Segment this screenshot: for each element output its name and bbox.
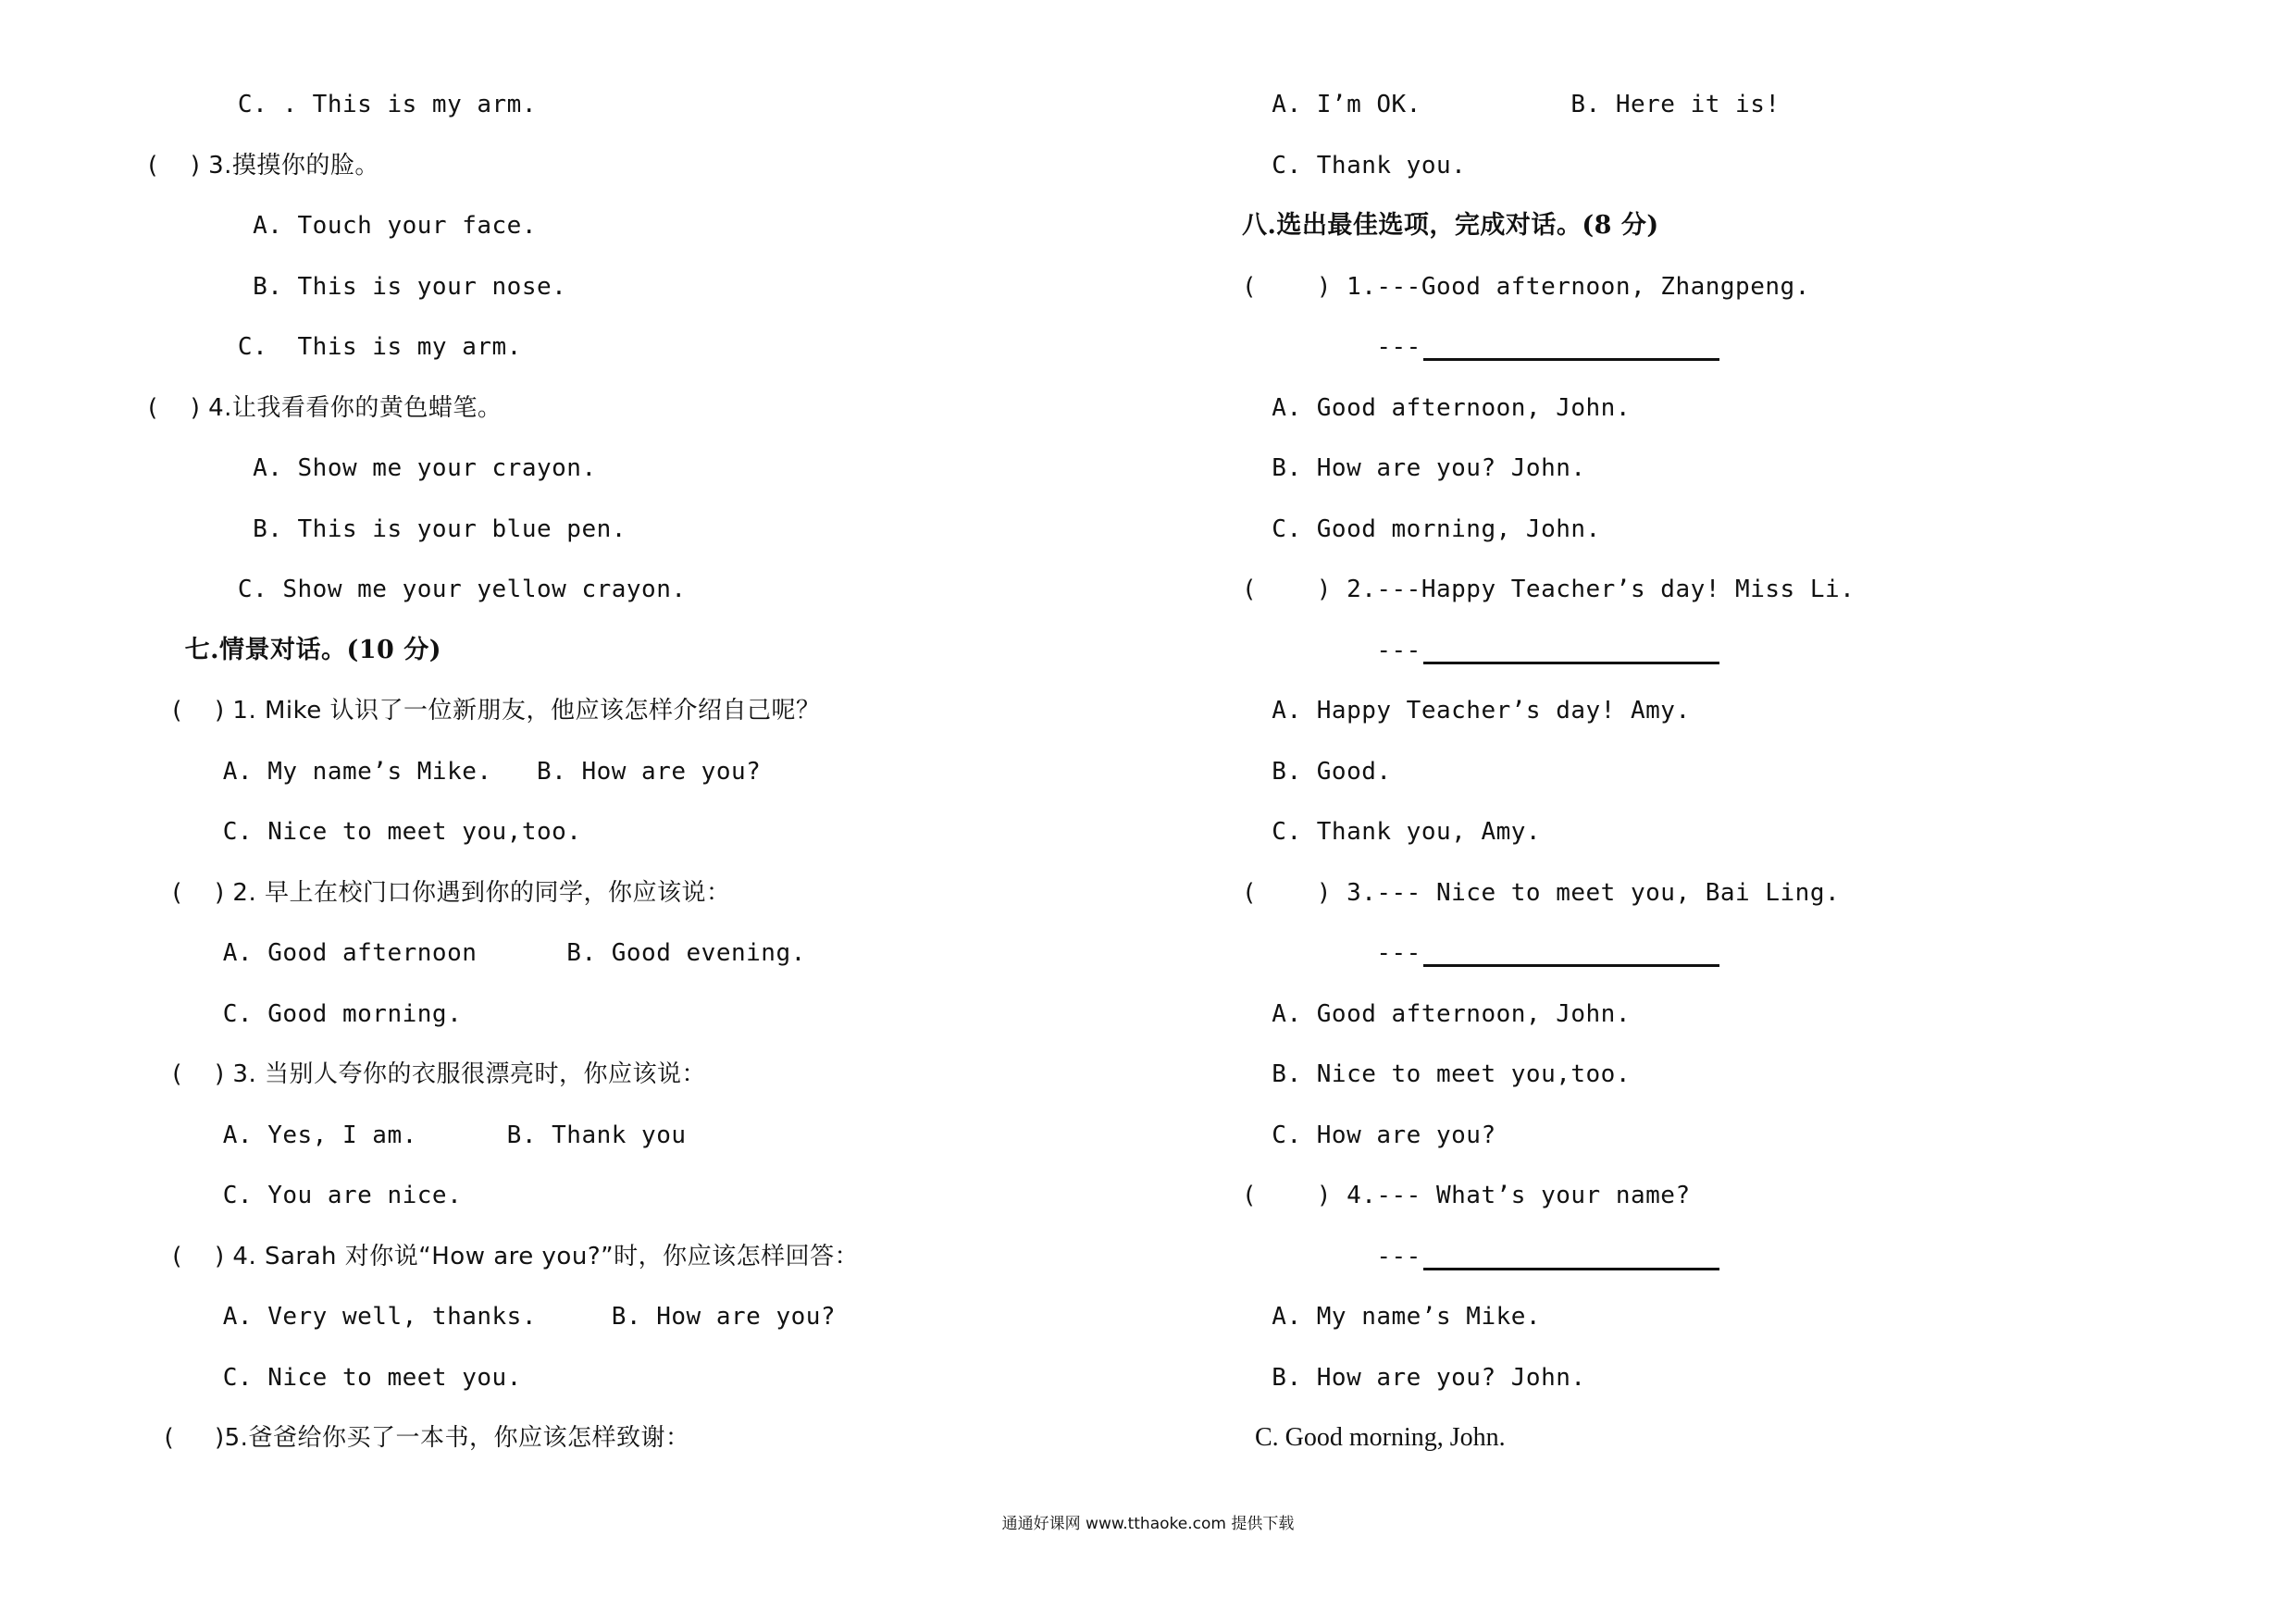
exam-line: [1242, 1424, 2214, 1485]
exam-line: [1242, 1243, 2214, 1304]
line-text: ( ) 1.---Good afternoon, Zhangpeng.: [1242, 272, 1810, 301]
line-text: C. Good morning, John.: [1242, 514, 1601, 543]
exam-line: [1242, 818, 2214, 879]
exam-line: [148, 879, 1166, 940]
exam-line: [1242, 515, 2214, 576]
exam-line: [148, 515, 1166, 576]
exam-line: [1242, 939, 2214, 1000]
line-text: A. Show me your crayon.: [148, 454, 597, 482]
left-column: [148, 91, 1166, 1485]
footer-credit: 通通好课网 www.tthaoke.com 提供下载: [1001, 1515, 1295, 1533]
exam-line: [148, 333, 1166, 394]
exam-line: [148, 818, 1166, 879]
line-text: ---: [1242, 333, 1421, 361]
exam-line: [148, 454, 1166, 515]
exam-line: [1242, 91, 2214, 152]
line-text: C. Good morning, John.: [1242, 1423, 1506, 1452]
line-text: C. How are you?: [1242, 1121, 1496, 1149]
line-text: ( ) 2. 早上在校门口你遇到你的同学，你应该说：: [148, 878, 731, 907]
exam-line: [1242, 333, 2214, 394]
line-text: B. Nice to meet you,too.: [1242, 1060, 1631, 1088]
line-text: A. Happy Teacher’s day! Amy.: [1242, 697, 1691, 725]
line-text: B. This is your nose.: [148, 272, 567, 301]
exam-line: [148, 273, 1166, 334]
line-text: ( ) 4.让我看看你的黄色蜡笔。: [148, 393, 503, 422]
line-text: A. Good afternoon, John.: [1242, 393, 1631, 422]
section-heading: [1242, 212, 2214, 273]
line-text: B. Good.: [1242, 757, 1392, 786]
line-text: C. Nice to meet you.: [148, 1363, 522, 1392]
exam-line: [148, 152, 1166, 213]
exam-line: [148, 1121, 1166, 1183]
line-text: ---: [1242, 939, 1421, 967]
line-text: ---: [1242, 636, 1421, 664]
exam-line: [1242, 697, 2214, 758]
exam-line: [148, 1303, 1166, 1364]
line-text: C. Nice to meet you,too.: [148, 818, 582, 846]
exam-line: [1242, 454, 2214, 515]
line-text: A. Yes, I am. B. Thank you: [148, 1121, 687, 1149]
line-text: A. Good afternoon, John.: [1242, 999, 1631, 1028]
line-text: C. Thank you, Amy.: [1242, 818, 1542, 846]
exam-line: [148, 1000, 1166, 1061]
exam-line: [1242, 1182, 2214, 1243]
exam-line: [148, 939, 1166, 1000]
line-text: ( ) 4.--- What’s your name?: [1242, 1182, 1691, 1209]
line-text: C. This is my arm.: [148, 333, 522, 361]
line-text: B. How are you? John.: [1242, 454, 1586, 482]
section-heading: [148, 637, 1166, 698]
exam-line: [1242, 1121, 2214, 1183]
line-text: B. This is your blue pen.: [148, 514, 627, 543]
exam-line: [1242, 637, 2214, 698]
exam-line: [1242, 152, 2214, 213]
exam-line: [148, 576, 1166, 637]
line-text: C. . This is my arm.: [148, 91, 537, 118]
answer-blank: [1423, 1244, 1719, 1270]
exam-line: [1242, 394, 2214, 455]
line-text: C. You are nice.: [148, 1182, 463, 1209]
answer-blank: [1423, 334, 1719, 361]
exam-line: [1242, 1303, 2214, 1364]
line-text: C. Good morning.: [148, 999, 463, 1028]
line-text: ( ) 1. Mike 认识了一位新朋友，他应该怎样介绍自己呢？: [148, 697, 821, 725]
line-text: A. Touch your face.: [148, 212, 537, 240]
exam-line: [1242, 576, 2214, 637]
exam-line: [148, 91, 1166, 152]
exam-line: [148, 394, 1166, 455]
exam-line: [148, 1060, 1166, 1121]
line-text: ( ) 3. 当别人夸你的衣服很漂亮时，你应该说：: [148, 1060, 706, 1088]
exam-line: [1242, 879, 2214, 940]
answer-blank: [1423, 638, 1719, 664]
exam-line: [1242, 758, 2214, 819]
exam-line: [148, 212, 1166, 273]
exam-line: [148, 1243, 1166, 1304]
exam-line: [148, 1364, 1166, 1425]
exam-line: [148, 758, 1166, 819]
line-text: A. My name’s Mike. B. How are you?: [148, 757, 762, 786]
line-text: 七.情景对话。(10 分): [148, 635, 442, 664]
line-text: ( )5.爸爸给你买了一本书，你应该怎样致谢：: [148, 1424, 690, 1452]
line-text: 八.选出最佳选项，完成对话。(8 分): [1242, 211, 1659, 240]
exam-line: [1242, 273, 2214, 334]
line-text: C. Show me your yellow crayon.: [148, 576, 687, 603]
line-text: ---: [1242, 1242, 1421, 1270]
line-text: ( ) 3.--- Nice to meet you, Bai Ling.: [1242, 878, 1841, 907]
line-text: C. Thank you.: [1242, 151, 1467, 180]
line-text: A. I’m OK. B. Here it is!: [1242, 91, 1781, 118]
line-text: A. Good afternoon B. Good evening.: [148, 939, 806, 967]
right-column: [1242, 91, 2214, 1485]
exam-line: [148, 697, 1166, 758]
exam-line: [148, 1424, 1166, 1485]
line-text: A. Very well, thanks. B. How are you?: [148, 1303, 837, 1331]
line-text: ( ) 3.摸摸你的脸。: [148, 151, 379, 180]
line-text: B. How are you? John.: [1242, 1363, 1586, 1392]
exam-line: [1242, 1000, 2214, 1061]
line-text: A. My name’s Mike.: [1242, 1303, 1542, 1331]
exam-line: [148, 1182, 1166, 1243]
answer-blank: [1423, 940, 1719, 967]
exam-line: [1242, 1060, 2214, 1121]
exam-line: [1242, 1364, 2214, 1425]
line-text: ( ) 4. Sarah 对你说“How are you?”时，你应该怎样回答：: [148, 1242, 860, 1270]
line-text: ( ) 2.---Happy Teacher’s day! Miss Li.: [1242, 576, 1855, 603]
